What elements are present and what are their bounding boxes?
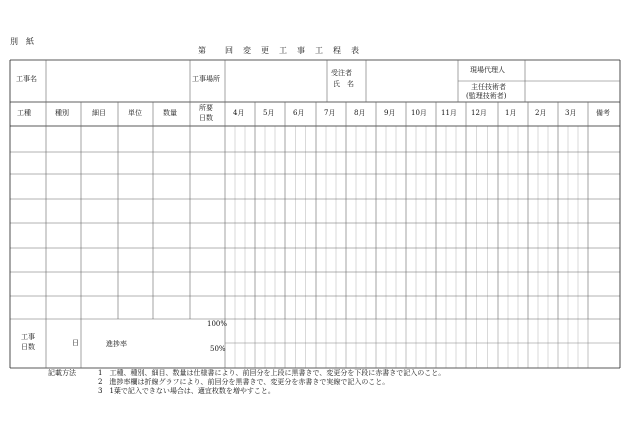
col-month-9: 9月 — [384, 109, 396, 117]
col-month-6: 6月 — [293, 109, 305, 117]
contractor-name-label: 氏 名 — [333, 80, 354, 88]
col-month-8: 8月 — [354, 109, 366, 117]
page-title: 第 回 変 更 工 事 工 程 表 — [198, 46, 360, 55]
note-item-1: 1 工種、種別、細目、数量は仕様書により、前回分を上段に黒書きで、変更分を下段に赤書きで記入のこと。 — [98, 369, 446, 377]
chief-engineer-label: 主任技術者 — [471, 83, 506, 91]
col-month-12: 12月 — [471, 109, 487, 117]
notes-heading: 記載方法 — [48, 369, 76, 377]
col-month-7: 7月 — [324, 109, 336, 117]
col-unit: 単位 — [128, 109, 142, 117]
col-month-3: 3月 — [565, 109, 577, 117]
site-agent-label: 現場代理人 — [470, 66, 505, 74]
col-required-days-2: 日数 — [199, 114, 213, 122]
col-detail: 細目 — [92, 109, 106, 117]
col-month-5: 5月 — [263, 109, 275, 117]
col-remarks: 備考 — [596, 109, 610, 117]
work-days-label-1: 工事 — [21, 333, 35, 341]
col-month-1: 1月 — [505, 109, 517, 117]
col-month-4: 4月 — [233, 109, 245, 117]
progress-100-label: 100% — [207, 320, 228, 328]
col-quantity: 数量 — [163, 109, 177, 117]
col-month-11: 11月 — [441, 109, 457, 117]
col-month-2: 2月 — [535, 109, 547, 117]
note-item-3: 3 1葉で記入できない場合は、適宜枚数を増やすこと。 — [98, 387, 275, 395]
progress-50-label: 50% — [210, 345, 226, 353]
note-item-2: 2 進捗率欄は折線グラフにより、前回分を黒書きで、変更分を赤書きで実線で記入のこと。 — [98, 378, 390, 386]
progress-rate-label: 進捗率 — [106, 340, 127, 348]
project-name-label: 工事名 — [16, 75, 37, 83]
day-unit-label: 日 — [72, 339, 79, 347]
project-location-label: 工事場所 — [192, 75, 220, 83]
attachment-label: 別 紙 — [10, 37, 34, 46]
col-month-10: 10月 — [411, 109, 427, 117]
supervising-engineer-label: (監理技術者) — [466, 92, 507, 100]
col-work-type: 工種 — [17, 109, 31, 117]
contractor-label: 受注者 — [331, 69, 352, 77]
col-required-days-1: 所要 — [199, 104, 213, 112]
col-category: 種別 — [55, 109, 69, 117]
work-days-label-2: 日数 — [21, 343, 35, 351]
